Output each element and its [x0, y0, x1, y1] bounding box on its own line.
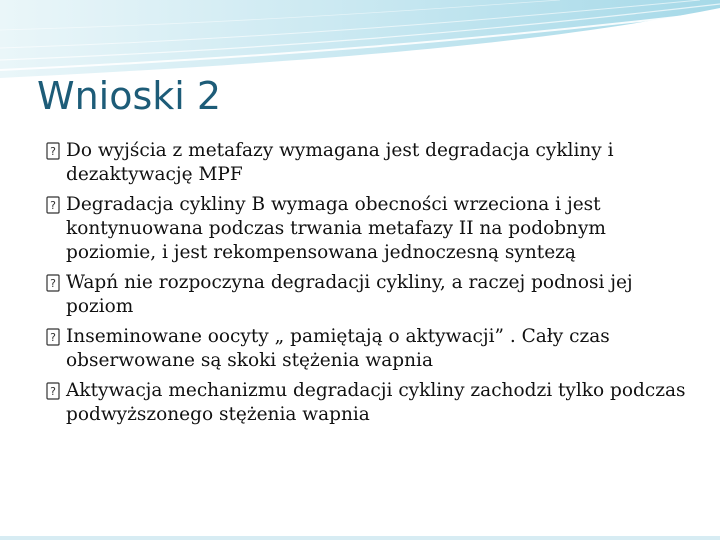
missing-glyph-icon — [46, 274, 60, 292]
missing-glyph-icon — [46, 142, 60, 160]
svg-text:?: ? — [50, 331, 56, 344]
header-wave-band — [0, 0, 720, 80]
svg-text:?: ? — [50, 385, 56, 398]
svg-text:?: ? — [50, 199, 56, 212]
bullet-text: Degradacja cykliny B wymaga obecności wrzeciona i jest kontynuowana podczas trwania metafazy II na podobnym poziomie, i jest rekompensowana jednoczesną syntezą — [66, 194, 606, 263]
bullet-text: Aktywacja mechanizmu degradacji cykliny zachodzi tylko podczas podwyższonego stężenia wapnia — [66, 380, 686, 425]
bullet-text: Wapń nie rozpoczyna degradacji cykliny, a raczej podnosi jej poziom — [66, 272, 633, 317]
svg-text:?: ? — [50, 145, 56, 158]
bullet-item — [46, 325, 686, 373]
bullet-text: Inseminowane oocyty „ pamiętają o aktywacji” . Cały czas obserwowane są skoki stężenia wapnia — [66, 326, 610, 371]
missing-glyph-icon — [46, 328, 60, 346]
missing-glyph-icon — [46, 196, 60, 214]
bullet-item — [46, 379, 686, 427]
bullet-list — [46, 139, 686, 433]
bottom-rule — [0, 536, 720, 540]
bullet-item — [46, 193, 686, 265]
missing-glyph-icon — [46, 382, 60, 400]
bullet-item — [46, 139, 686, 187]
bullet-text: Do wyjścia z metafazy wymagana jest degradacja cykliny i dezaktywację MPF — [66, 140, 614, 185]
bullet-item — [46, 271, 686, 319]
svg-text:?: ? — [50, 277, 56, 290]
slide-title: Wnioski 2 — [37, 74, 222, 118]
